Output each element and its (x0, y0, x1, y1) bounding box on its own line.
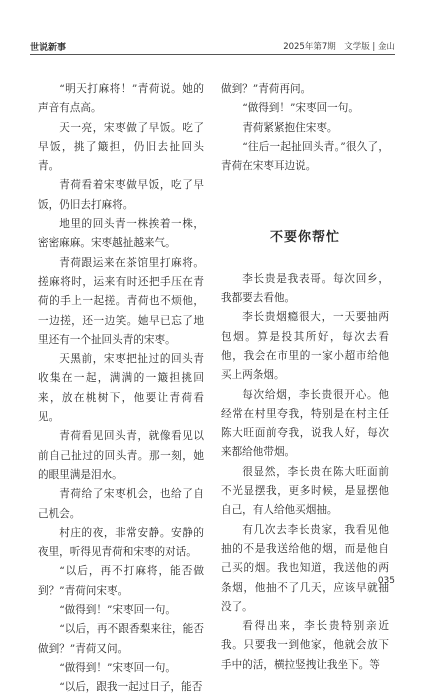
paragraph: 每次给烟，李长贵很开心。他经常在村里夸我，特别是在村主任陈大旺面前夸我，说我人好，每次来都给他带烟。 (221, 388, 389, 459)
paragraph: “做得到！”宋枣回一句。 (59, 604, 176, 617)
paragraph: 青荷跟运来在茶馆里打麻将。搓麻将时，运来有时还把手压在青荷的手上一起搓。青荷也不烦他，一边搓，还一边笑。她早已忘了地里还有一个扯回头青的宋枣。 (38, 256, 204, 346)
paragraph: “以后，再不打麻将，能否做到？”青荷问宋枣。 (38, 565, 204, 597)
page-header (30, 38, 395, 54)
page-number: 035 (377, 576, 395, 586)
paragraph: “明天打麻将！”青荷说。她的声音有点高。 (38, 83, 204, 115)
paragraph: 青荷看见回头青，就像看见以前自己扯过的回头青。那一刻，她的眼里满是泪水。 (38, 430, 204, 481)
paragraph: 李长贵是我表哥。每次回乡，我都要去看他。 (221, 272, 389, 305)
paragraph: “以后，再不跟香梨来往，能否做到？”青荷又问。 (38, 623, 204, 655)
paragraph: “做得到！”宋枣回一句。 (59, 661, 176, 674)
column-name: 世说新事 (30, 43, 67, 53)
paragraph: 李长贵烟瘾很大，一天要抽两包烟。算是投其所好，每次去看他，我会在市里的一家小超市给他买上两条烟。 (221, 311, 389, 382)
paragraph: 做到？”青荷再问。 (221, 83, 312, 95)
paragraph: “做得到！”宋枣回一句。 (242, 102, 359, 115)
paragraph: 村庄的夜，非常安静。安静的夜里，听得见青荷和宋枣的对话。 (38, 526, 204, 559)
paragraph: “以后，跟我一起过日子，能否 (59, 681, 203, 694)
paragraph: 天一亮，宋枣做了早饭。吃了早饭，挑了簸担，仍旧去扯回头青。 (38, 121, 204, 173)
paragraph: 青荷给了宋枣机会，也给了自己机会。 (38, 488, 204, 520)
paragraph: 很显然，李长贵在陈大旺面前不光显摆我，更多时候，是显摆他自己，有人给他买烟抽。 (221, 465, 389, 517)
left-column (38, 80, 204, 698)
paragraph: 地里的回头青一株挨着一株，密密麻麻。宋枣越扯越来气。 (38, 218, 204, 250)
right-column (221, 80, 389, 675)
paragraph: 天黑前，宋枣把扯过的回头青收集在一起，满满的一簸担挑回来，放在桃树下，他要让青荷看见。 (38, 353, 204, 424)
header-rule (30, 54, 395, 55)
paragraph: 青荷紧紧抱住宋枣。 (242, 121, 338, 134)
section-title: 不要你帮忙 (269, 230, 340, 246)
paragraph: “往后一起扯回头青。”很久了，青荷在宋枣耳边说。 (221, 140, 389, 173)
paragraph: 有几次去李长贵家，我看见他抽的不是我送给他的烟，而是他自己买的烟。我也知道，我送他的两条烟，他抽不了几天，应该早就抽没了。 (221, 523, 389, 613)
issue-info: 2025年第7期 文学版 | 金山 (283, 42, 395, 52)
paragraph: 看得出来，李长贵特别亲近我。只要我一到他家，他就会放下手中的活，横拉竖拽让我坐下。等 (221, 620, 389, 671)
paragraph: 青荷看着宋枣做早饭，吃了早饭，仍旧去打麻将。 (38, 179, 204, 211)
